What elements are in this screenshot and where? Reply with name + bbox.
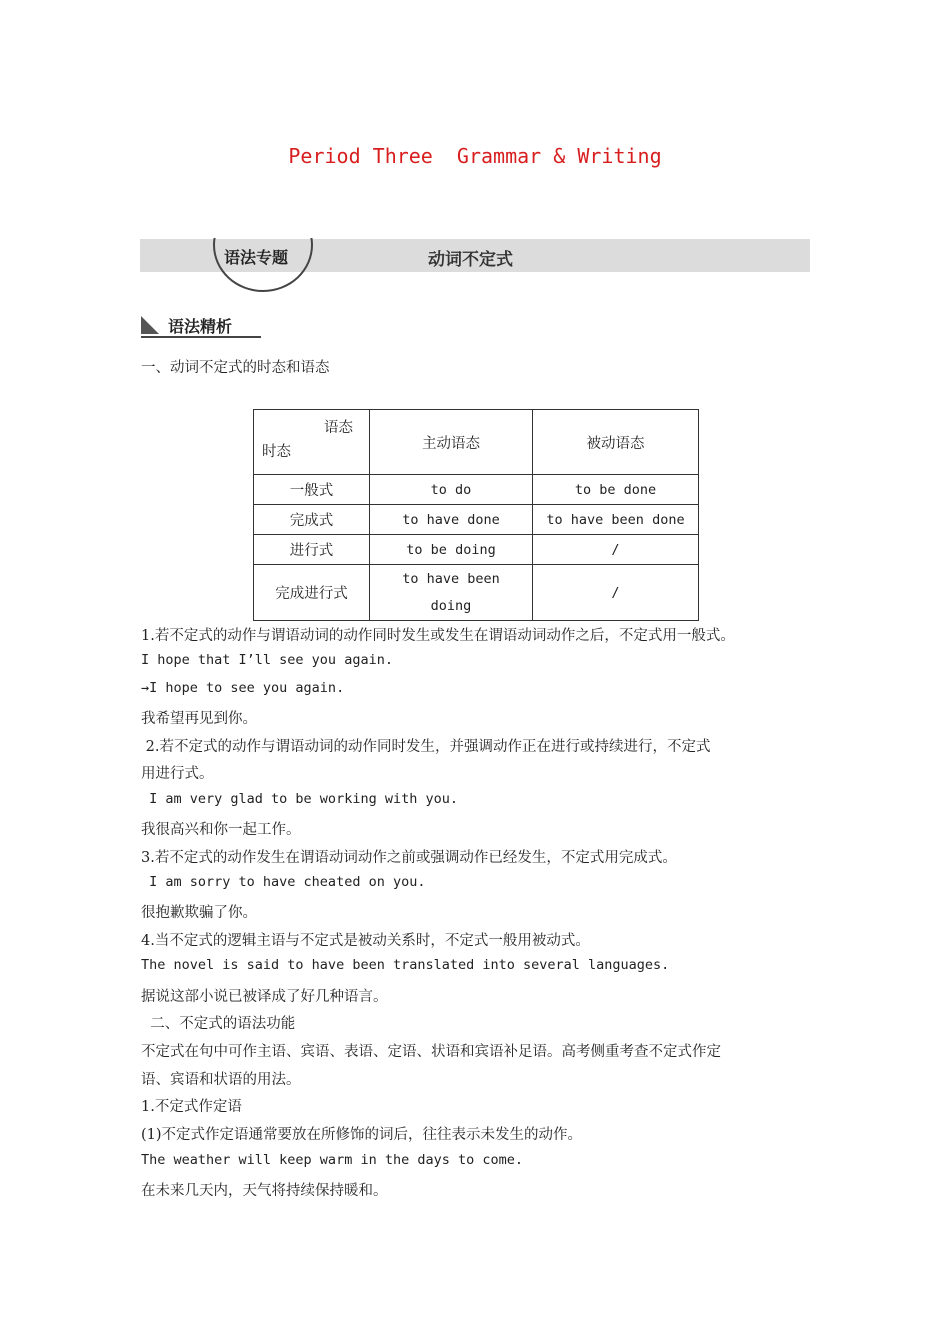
body-text: 语、宾语和状语的用法。	[141, 1072, 301, 1088]
table-row	[254, 475, 699, 505]
tense-cell: 进行式	[254, 535, 370, 565]
active-cell: to be doing	[370, 535, 533, 565]
header-active-voice: 主动语态	[370, 410, 533, 475]
rule-text: 4.当不定式的逻辑主语与不定式是被动关系时，不定式一般用被动式。	[141, 933, 590, 949]
tense-cell: 一般式	[254, 475, 370, 505]
passive-cell: to have been done	[533, 505, 699, 535]
passive-cell: /	[533, 535, 699, 565]
example-chinese: 我很高兴和你一起工作。	[141, 822, 301, 838]
example-chinese: 在未来几天内，天气将持续保持暖和。	[141, 1183, 388, 1199]
corner-tense-label: 时态	[262, 444, 291, 460]
rule-text: 1.若不定式的动作与谓语动词的动作同时发生或发生在谓语动词动作之后，不定式用一般式。	[141, 628, 735, 644]
active-cell: to do	[370, 475, 533, 505]
table-corner-cell	[254, 410, 370, 475]
heading-tense-voice: 一、动词不定式的时态和语态	[141, 360, 330, 376]
example-english: The novel is said to have been translated into several languages.	[141, 957, 670, 973]
subheading: 1.不定式作定语	[141, 1099, 242, 1115]
active-cell-line: doing	[430, 597, 472, 614]
active-cell: to have done	[370, 505, 533, 535]
example-chinese: 据说这部小说已被译成了好几种语言。	[141, 989, 388, 1005]
table-row	[254, 565, 699, 621]
passive-cell: to be done	[533, 475, 699, 505]
example-english: I am sorry to have cheated on you.	[141, 874, 426, 890]
example-chinese: 很抱歉欺骗了你。	[141, 905, 257, 921]
body-text: 不定式在句中可作主语、宾语、表语、定语、状语和宾语补足语。高考侧重考查不定式作定	[141, 1044, 721, 1060]
section-label: 语法精析	[168, 317, 233, 336]
table-row	[254, 505, 699, 535]
example-chinese: 我希望再见到你。	[141, 711, 257, 727]
active-cell	[370, 565, 533, 621]
triangle-marker-icon	[141, 316, 159, 334]
tense-cell: 完成式	[254, 505, 370, 535]
passive-cell: /	[533, 565, 699, 621]
table-header-row	[254, 410, 699, 475]
banner-topic: 动词不定式	[428, 250, 513, 270]
rule-text: (1)不定式作定语通常要放在所修饰的词后，往往表示未发生的动作。	[141, 1127, 583, 1143]
header-passive-voice: 被动语态	[533, 410, 699, 475]
rule-text: 用进行式。	[141, 766, 214, 782]
example-english: →I hope to see you again.	[141, 680, 345, 696]
table-row	[254, 535, 699, 565]
banner-tag: 语法专题	[224, 248, 289, 267]
page-title: Period Three Grammar & Writing	[288, 144, 662, 168]
corner-voice-label: 语态	[324, 420, 353, 436]
active-cell-line: to have been	[402, 570, 500, 587]
example-english: I am very glad to be working with you.	[141, 791, 458, 807]
heading-grammar-function: 二、不定式的语法功能	[141, 1016, 296, 1032]
example-english: The weather will keep warm in the days to come.	[141, 1152, 524, 1168]
example-english: I hope that I’ll see you again.	[141, 652, 393, 668]
tense-cell: 完成进行式	[254, 565, 370, 621]
rule-text: 3.若不定式的动作发生在谓语动词动作之前或强调动作已经发生，不定式用完成式。	[141, 850, 677, 866]
rule-text: 2.若不定式的动作与谓语动词的动作同时发生，并强调动作正在进行或持续进行，不定式	[141, 739, 711, 755]
tense-voice-table	[253, 409, 699, 621]
section-underline	[141, 336, 261, 338]
